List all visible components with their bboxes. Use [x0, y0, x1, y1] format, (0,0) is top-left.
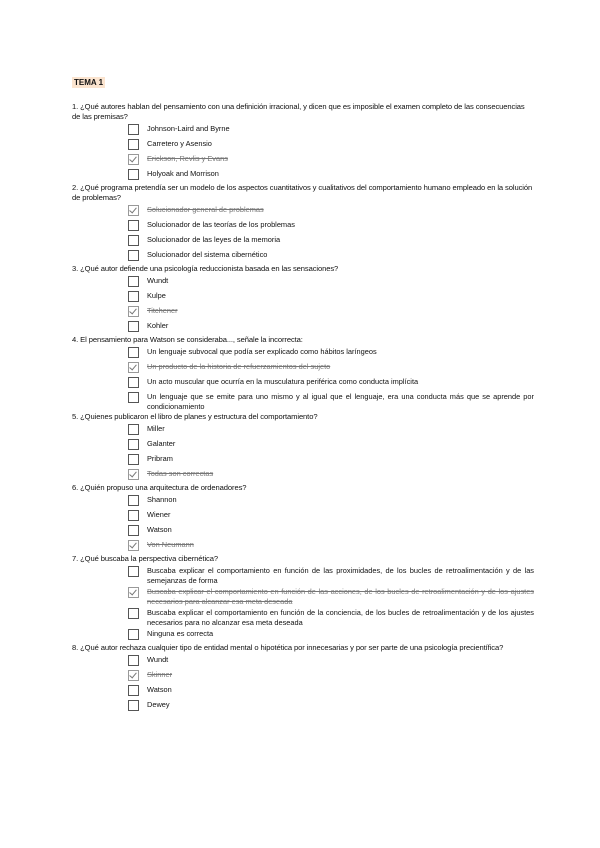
answer-label: Watson	[147, 525, 172, 534]
checked-checkbox-icon[interactable]	[128, 587, 139, 598]
checkbox-icon[interactable]	[128, 495, 139, 506]
answer-option[interactable]	[128, 438, 534, 453]
question-block	[72, 183, 534, 264]
answer-label: Skinner	[147, 670, 173, 679]
answer-label: Titchener	[147, 306, 178, 315]
answer-label: Carretero y Asensio	[147, 139, 212, 148]
checkbox-icon[interactable]	[128, 321, 139, 332]
answer-label: Un lenguaje que se emite para uno mismo y al igual que el lenguaje, era una conducta más que se aprende por condicionamiento	[147, 392, 534, 411]
answer-option[interactable]	[128, 305, 534, 320]
answer-option[interactable]	[128, 290, 534, 305]
section-title: TEMA 1	[74, 78, 104, 87]
answer-label: Miller	[147, 424, 165, 433]
checkbox-icon[interactable]	[128, 139, 139, 150]
answer-option[interactable]	[128, 684, 534, 699]
answer-option[interactable]	[128, 219, 534, 234]
answer-label: Solucionador del sistema cibernético	[147, 250, 268, 259]
checkbox-icon[interactable]	[128, 525, 139, 536]
question-block	[72, 102, 534, 183]
answer-label: Solucionador de las leyes de la memoria	[147, 235, 281, 244]
answer-option[interactable]	[128, 607, 534, 628]
checkbox-icon[interactable]	[128, 566, 139, 577]
checkbox-icon[interactable]	[128, 276, 139, 287]
answer-option[interactable]	[128, 391, 534, 412]
answer-label: Buscaba explicar el comportamiento en función de la conciencia, de los bucles de retroalimentación y de los ajustes necesarios para no alcanzar esa meta deseada	[147, 608, 534, 627]
answer-option[interactable]	[128, 376, 534, 391]
answer-option[interactable]	[128, 123, 534, 138]
answer-options	[128, 204, 534, 264]
answer-label: Todas son correctas	[147, 469, 214, 478]
question-block	[72, 643, 534, 714]
answer-option[interactable]	[128, 153, 534, 168]
answer-option[interactable]	[128, 204, 534, 219]
question-text: 5. ¿Quienes publicaron el libro de planes y estructura del comportamiento?	[72, 412, 318, 421]
answer-option[interactable]	[128, 275, 534, 290]
question-text: 2. ¿Qué programa pretendía ser un modelo de los aspectos cuantitativos y cualitativos del comportamiento humano empleado en la solución de problemas?	[72, 183, 533, 202]
answer-option[interactable]	[128, 509, 534, 524]
question-block	[72, 264, 534, 335]
answer-option[interactable]	[128, 249, 534, 264]
answer-label: Dewey	[147, 700, 170, 709]
answer-label: Watson	[147, 685, 172, 694]
checked-checkbox-icon[interactable]	[128, 540, 139, 551]
answer-options	[128, 423, 534, 483]
answer-option[interactable]	[128, 565, 534, 586]
checked-checkbox-icon[interactable]	[128, 362, 139, 373]
checked-checkbox-icon[interactable]	[128, 670, 139, 681]
question-list	[72, 102, 534, 714]
answer-label: Kohler	[147, 321, 169, 330]
answer-label: Wundt	[147, 655, 169, 664]
answer-label: Pribram	[147, 454, 173, 463]
question-block	[72, 335, 534, 412]
checkbox-icon[interactable]	[128, 510, 139, 521]
answer-option[interactable]	[128, 524, 534, 539]
answer-label: Galanter	[147, 439, 176, 448]
answer-label: Kulpe	[147, 291, 166, 300]
checkbox-icon[interactable]	[128, 439, 139, 450]
question-block	[72, 412, 534, 483]
answer-options	[128, 275, 534, 335]
question-text: 7. ¿Qué buscaba la perspectiva cibernética?	[72, 554, 218, 563]
answer-options	[128, 123, 534, 183]
answer-label: Erickson, Revlis y Evans	[147, 154, 228, 163]
answer-label: Buscaba explicar el comportamiento en función de las acciones, de los bucles de retroalimentación y de los ajustes necesarios para alcanzar esa meta deseada	[147, 587, 534, 606]
checkbox-icon[interactable]	[128, 169, 139, 180]
answer-option[interactable]	[128, 586, 534, 607]
answer-option[interactable]	[128, 669, 534, 684]
answer-option[interactable]	[128, 699, 534, 714]
question-text: 1. ¿Qué autores hablan del pensamiento con una definición irracional, y dicen que es imposible el examen completo de las consecuencias de las premisas?	[72, 102, 525, 121]
answer-option[interactable]	[128, 234, 534, 249]
answer-label: Un lenguaje subvocal que podía ser explicado como hábitos laríngeos	[147, 347, 377, 356]
checked-checkbox-icon[interactable]	[128, 154, 139, 165]
answer-label: Solucionador general de problemas	[147, 205, 264, 214]
checkbox-icon[interactable]	[128, 377, 139, 388]
checkbox-icon[interactable]	[128, 347, 139, 358]
answer-options	[128, 346, 534, 412]
answer-option[interactable]	[128, 361, 534, 376]
checkbox-icon[interactable]	[128, 220, 139, 231]
checkbox-icon[interactable]	[128, 454, 139, 465]
question-text: 4. El pensamiento para Watson se consideraba..., señale la incorrecta:	[72, 335, 303, 344]
answer-label: Ninguna es correcta	[147, 629, 214, 638]
answer-label: Von Neumann	[147, 540, 194, 549]
answer-option[interactable]	[128, 494, 534, 509]
checkbox-icon[interactable]	[128, 235, 139, 246]
question-text: 8. ¿Qué autor rechaza cualquier tipo de entidad mental o hipotética por innecesarias y por ser parte de una psicología precientífica?	[72, 643, 504, 652]
answer-option[interactable]	[128, 423, 534, 438]
answer-option[interactable]	[128, 168, 534, 183]
answer-option[interactable]	[128, 453, 534, 468]
document-page	[72, 72, 534, 714]
answer-option[interactable]	[128, 628, 534, 643]
checkbox-icon[interactable]	[128, 424, 139, 435]
answer-label: Solucionador de las teorías de los problemas	[147, 220, 295, 229]
answer-option[interactable]	[128, 320, 534, 335]
checkbox-icon[interactable]	[128, 655, 139, 666]
answer-option[interactable]	[128, 138, 534, 153]
answer-option[interactable]	[128, 468, 534, 483]
answer-option[interactable]	[128, 654, 534, 669]
question-text: 3. ¿Qué autor defiende una psicología reduccionista basada en las sensaciones?	[72, 264, 339, 273]
answer-label: Un producto de la historia de refuerzamientos del sujeto	[147, 362, 331, 371]
checked-checkbox-icon[interactable]	[128, 469, 139, 480]
checkbox-icon[interactable]	[128, 700, 139, 711]
answer-label: Un acto muscular que ocurría en la musculatura periférica como conducta implícita	[147, 377, 419, 386]
checked-checkbox-icon[interactable]	[128, 205, 139, 216]
answer-option[interactable]	[128, 346, 534, 361]
answer-label: Wiener	[147, 510, 171, 519]
answer-option[interactable]	[128, 539, 534, 554]
answer-options	[128, 654, 534, 714]
answer-options	[128, 494, 534, 554]
checkbox-icon[interactable]	[128, 629, 139, 640]
question-block	[72, 483, 534, 554]
answer-label: Shannon	[147, 495, 177, 504]
checkbox-icon[interactable]	[128, 250, 139, 261]
answer-label: Johnson-Laird and Byrne	[147, 124, 230, 133]
checkbox-icon[interactable]	[128, 291, 139, 302]
question-block	[72, 554, 534, 643]
checkbox-icon[interactable]	[128, 685, 139, 696]
checked-checkbox-icon[interactable]	[128, 306, 139, 317]
answer-label: Buscaba explicar el comportamiento en función de las proximidades, de los bucles de retroalimentación y de las semejanzas de forma	[147, 566, 534, 585]
answer-label: Holyoak and Morrison	[147, 169, 219, 178]
answer-options	[128, 565, 534, 643]
checkbox-icon[interactable]	[128, 124, 139, 135]
question-text: 6. ¿Quién propuso una arquitectura de ordenadores?	[72, 483, 247, 492]
checkbox-icon[interactable]	[128, 392, 139, 403]
answer-label: Wundt	[147, 276, 169, 285]
checkbox-icon[interactable]	[128, 608, 139, 619]
